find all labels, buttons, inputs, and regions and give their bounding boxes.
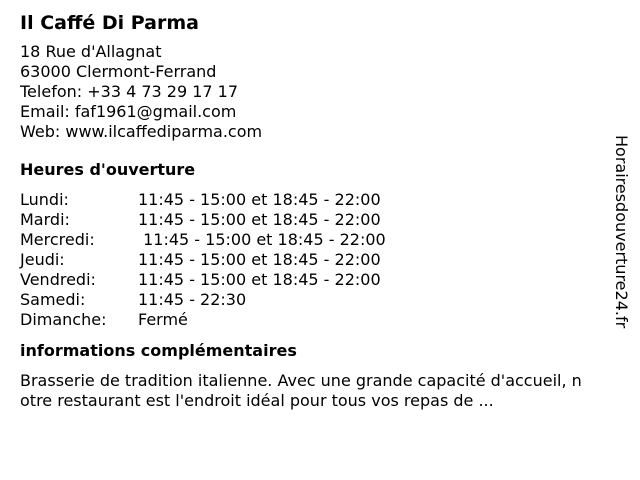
business-name: Il Caffé Di Parma: [20, 12, 199, 34]
time-value: 11:45 - 15:00 et 18:45 - 22:00: [138, 190, 381, 209]
address-city: 63000 Clermont-Ferrand: [20, 62, 217, 81]
day-label: Dimanche:: [20, 310, 107, 329]
additional-info-heading: informations complémentaires: [20, 341, 297, 360]
time-value: 11:45 - 15:00 et 18:45 - 22:00: [138, 210, 381, 229]
day-label: Lundi:: [20, 190, 69, 209]
hours-row-sunday: [20, 310, 600, 330]
opening-hours-heading: Heures d'ouverture: [20, 160, 196, 179]
time-value: 11:45 - 15:00 et 18:45 - 22:00: [138, 270, 381, 289]
hours-row-friday: [20, 270, 600, 290]
time-value: 11:45 - 15:00 et 18:45 - 22:00: [138, 230, 386, 249]
phone-text[interactable]: Telefon: +33 4 73 29 17 17: [20, 82, 239, 101]
website-text[interactable]: Web: www.ilcaffediparma.com: [20, 122, 263, 141]
hours-row-tuesday: [20, 210, 600, 230]
address-street: 18 Rue d'Allagnat: [20, 42, 162, 61]
opening-hours-table: [20, 190, 600, 330]
business-card: [20, 10, 600, 411]
time-value: Fermé: [138, 310, 188, 329]
time-value: 11:45 - 22:30: [138, 290, 247, 309]
hours-row-wednesday: [20, 230, 600, 250]
time-value: 11:45 - 15:00 et 18:45 - 22:00: [138, 250, 381, 269]
day-label: Jeudi:: [20, 250, 65, 269]
brand-watermark: Horairesdouverture24.fr: [612, 135, 631, 329]
day-label: Mardi:: [20, 210, 70, 229]
day-label: Samedi:: [20, 290, 86, 309]
day-label: Vendredi:: [20, 270, 96, 289]
email-text[interactable]: Email: faf1961@gmail.com: [20, 102, 237, 121]
hours-row-monday: [20, 190, 600, 210]
hours-row-saturday: [20, 290, 600, 310]
description-text: Brasserie de tradition italienne. Avec une grande capacité d'accueil, notre restaurant est l'endroit idéal pour tous vos repas de ...: [20, 371, 582, 410]
hours-row-thursday: [20, 250, 600, 270]
day-label: Mercredi:: [20, 230, 95, 249]
